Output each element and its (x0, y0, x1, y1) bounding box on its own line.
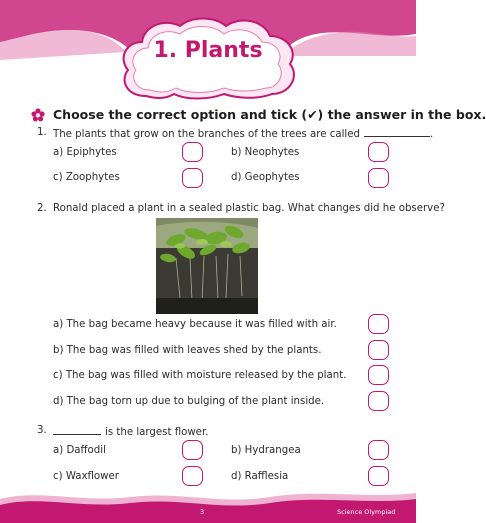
question-3-blank (53, 425, 101, 435)
question-2-number: 2. (37, 203, 47, 214)
q3-answer-box-d[interactable] (368, 466, 389, 486)
q2-answer-box-c[interactable] (368, 365, 389, 385)
q2-answer-box-a[interactable] (368, 314, 389, 334)
q1-answer-box-a[interactable] (182, 142, 203, 162)
plant-in-bag-photo (156, 218, 258, 314)
q3-option-b: b) Hydrangea (231, 445, 301, 456)
question-1-blank (364, 127, 430, 137)
q1-option-d: d) Geophytes (231, 172, 300, 183)
q1-option-b: b) Neophytes (231, 147, 300, 158)
page-title: 1. Plants (153, 38, 263, 63)
question-1-text-after: . (430, 129, 434, 140)
q3-answer-box-b[interactable] (368, 440, 389, 460)
question-1-text (53, 127, 433, 140)
q3-option-d: d) Rafflesia (231, 471, 289, 482)
q3-answer-box-a[interactable] (182, 440, 203, 460)
question-2-text: Ronald placed a plant in a sealed plastic bag. What changes did he observe? (53, 203, 445, 214)
book-title: Science Olympiad (337, 508, 396, 516)
q3-answer-box-c[interactable] (182, 466, 203, 486)
q2-option-d: d) The bag torn up due to bulging of the plant inside. (53, 396, 325, 407)
q2-option-b: b) The bag was filled with leaves shed by the plants. (53, 345, 322, 356)
q1-answer-box-d[interactable] (368, 168, 389, 188)
page-number: 3 (200, 508, 205, 516)
flower-icon (31, 108, 45, 122)
question-3-text-after: is the largest flower. (105, 427, 209, 438)
q2-answer-box-d[interactable] (368, 391, 389, 411)
question-3-text (53, 425, 208, 438)
q3-option-c: c) Waxflower (53, 471, 119, 482)
question-3-number: 3. (37, 425, 47, 436)
q1-option-a: a) Epiphytes (53, 147, 117, 158)
q2-answer-box-b[interactable] (368, 340, 389, 360)
q2-option-c: c) The bag was filled with moisture released by the plant. (53, 370, 347, 381)
q1-answer-box-c[interactable] (182, 168, 203, 188)
question-1-number: 1. (37, 127, 47, 138)
q1-option-c: c) Zoophytes (53, 172, 120, 183)
instruction-text: Choose the correct option and tick (✔) the answer in the box. (53, 107, 486, 122)
q2-option-a: a) The bag became heavy because it was filled with air. (53, 319, 337, 330)
q3-option-a: a) Daffodil (53, 445, 106, 456)
q1-answer-box-b[interactable] (368, 142, 389, 162)
question-1-text-before: The plants that grow on the branches of the trees are called (53, 129, 361, 140)
footer-wave-background (0, 485, 416, 523)
